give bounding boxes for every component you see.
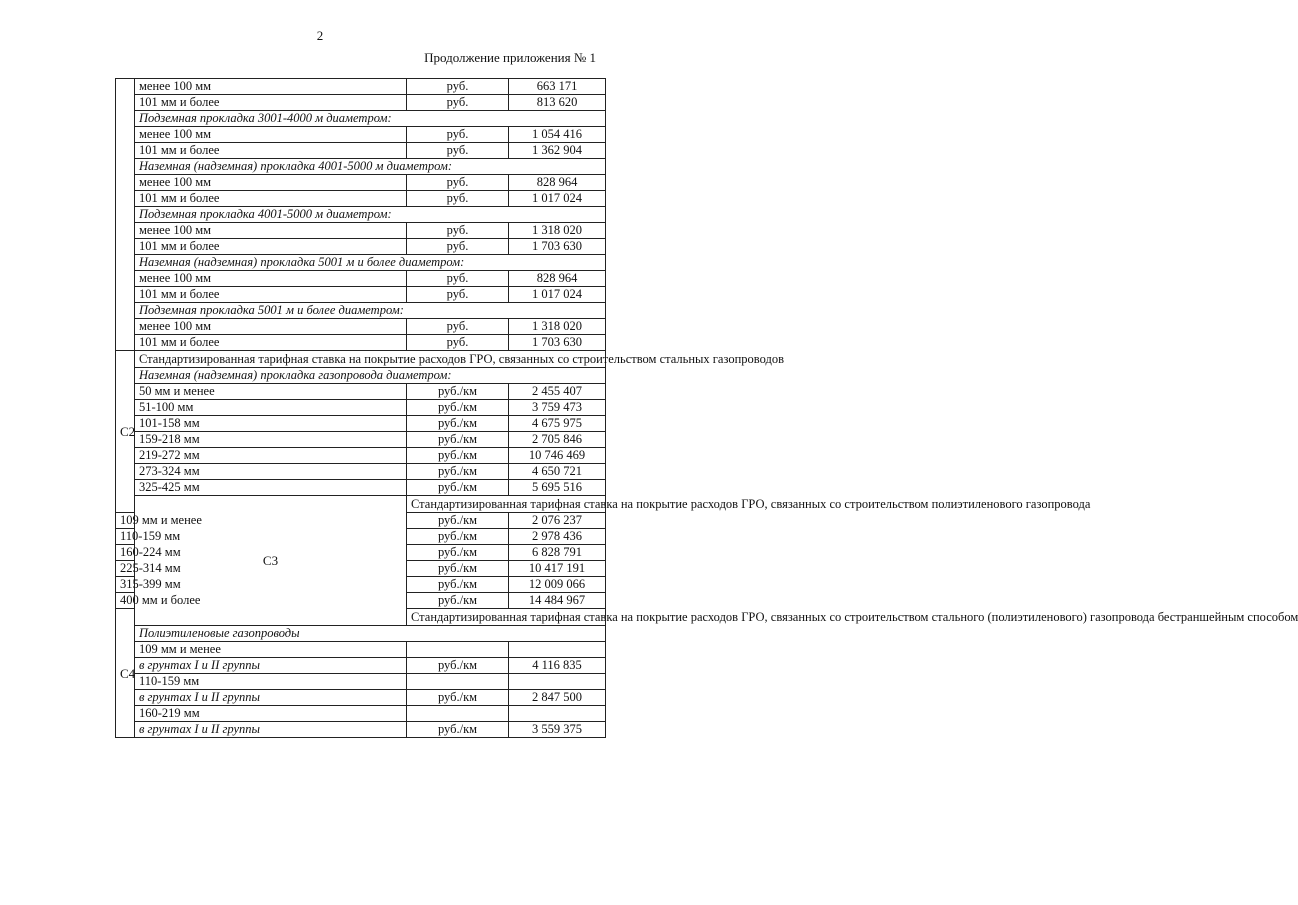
row-label: 109 мм и менее — [116, 513, 135, 529]
row-label: менее 100 мм — [135, 79, 407, 95]
row-value: 1 017 024 — [509, 287, 606, 303]
row-label: 400 мм и более — [116, 593, 135, 609]
row-value: 3 559 375 — [509, 722, 606, 738]
table-row — [116, 239, 606, 255]
row-value: 1 703 630 — [509, 335, 606, 351]
row-label: 101 мм и более — [135, 95, 407, 111]
subheading: Наземная (надземная) прокладка газопровода диаметром: — [135, 368, 606, 384]
row-unit: руб. — [407, 175, 509, 191]
row-value: 1 703 630 — [509, 239, 606, 255]
row-unit: руб. — [407, 223, 509, 239]
row-label: 109 мм и менее — [135, 642, 407, 658]
row-unit: руб. — [407, 191, 509, 207]
table-row — [116, 95, 606, 111]
row-unit: руб./км — [407, 529, 509, 545]
row-unit: руб./км — [407, 561, 509, 577]
row-value — [509, 642, 606, 658]
row-value: 1 362 904 — [509, 143, 606, 159]
subheading: Полиэтиленовые газопроводы — [135, 626, 606, 642]
row-label: 101-158 мм — [135, 416, 407, 432]
row-label: менее 100 мм — [135, 127, 407, 143]
table-row — [116, 191, 606, 207]
table-row — [116, 159, 606, 175]
row-value: 2 705 846 — [509, 432, 606, 448]
row-label: 101 мм и более — [135, 287, 407, 303]
row-value: 12 009 066 — [509, 577, 606, 593]
row-unit: руб./км — [407, 448, 509, 464]
row-value: 2 455 407 — [509, 384, 606, 400]
section-code: С4 — [116, 609, 135, 738]
table-row — [116, 175, 606, 191]
table-row — [116, 432, 606, 448]
row-label: 110-159 мм — [116, 529, 135, 545]
row-unit: руб. — [407, 79, 509, 95]
row-unit — [407, 642, 509, 658]
table-row — [116, 79, 606, 95]
row-value: 663 171 — [509, 79, 606, 95]
table-row — [116, 287, 606, 303]
table-row — [116, 496, 606, 513]
row-value: 813 620 — [509, 95, 606, 111]
table-row — [116, 255, 606, 271]
row-unit: руб. — [407, 143, 509, 159]
row-unit: руб./км — [407, 593, 509, 609]
table-row — [116, 384, 606, 400]
row-value — [509, 706, 606, 722]
row-value: 2 076 237 — [509, 513, 606, 529]
row-label: менее 100 мм — [135, 271, 407, 287]
row-label: 101 мм и более — [135, 335, 407, 351]
table-row — [116, 480, 606, 496]
row-unit: руб./км — [407, 432, 509, 448]
subheading: Наземная (надземная) прокладка 5001 м и более диаметром: — [135, 255, 606, 271]
row-unit: руб. — [407, 335, 509, 351]
row-unit: руб. — [407, 127, 509, 143]
row-label: в грунтах I и II группы — [135, 722, 407, 738]
subheading: Подземная прокладка 4001-5000 м диаметром: — [135, 207, 606, 223]
table-row — [116, 416, 606, 432]
row-value: 10 746 469 — [509, 448, 606, 464]
row-label: 50 мм и менее — [135, 384, 407, 400]
row-label: 110-159 мм — [135, 674, 407, 690]
row-label: 315-399 мм — [116, 577, 135, 593]
row-unit: руб./км — [407, 384, 509, 400]
section-description: Стандартизированная тарифная ставка на покрытие расходов ГРО, связанных со строительством полиэтиленового газопровода — [407, 496, 606, 513]
table-row — [116, 706, 606, 722]
row-unit: руб./км — [407, 400, 509, 416]
row-label: менее 100 мм — [135, 223, 407, 239]
row-unit: руб. — [407, 287, 509, 303]
row-value: 6 828 791 — [509, 545, 606, 561]
row-label: 101 мм и более — [135, 143, 407, 159]
section-description: Стандартизированная тарифная ставка на покрытие расходов ГРО, связанных со строительством стального (полиэтиленового) газопровода бестраншейным способом — [407, 609, 606, 626]
row-unit: руб./км — [407, 545, 509, 561]
table-row — [116, 351, 606, 368]
table-row — [116, 658, 606, 674]
row-value: 2 847 500 — [509, 690, 606, 706]
subheading: Наземная (надземная) прокладка 4001-5000 м диаметром: — [135, 159, 606, 175]
subheading: Подземная прокладка 3001-4000 м диаметром: — [135, 111, 606, 127]
row-label: менее 100 мм — [135, 175, 407, 191]
table-row — [116, 319, 606, 335]
section-description: Стандартизированная тарифная ставка на покрытие расходов ГРО, связанных со строительством стальных газопроводов — [135, 351, 606, 368]
row-label: в грунтах I и II группы — [135, 690, 407, 706]
row-unit: руб. — [407, 271, 509, 287]
row-label: 225-314 мм — [116, 561, 135, 577]
row-label: 325-425 мм — [135, 480, 407, 496]
table-row — [116, 303, 606, 319]
row-unit — [407, 706, 509, 722]
row-label: менее 100 мм — [135, 319, 407, 335]
row-value: 828 964 — [509, 175, 606, 191]
row-unit: руб./км — [407, 464, 509, 480]
row-label: 101 мм и более — [135, 191, 407, 207]
section-code: С3 — [135, 496, 407, 626]
table-row — [116, 674, 606, 690]
row-unit: руб. — [407, 319, 509, 335]
table-row — [116, 111, 606, 127]
table-row — [116, 335, 606, 351]
row-value: 1 318 020 — [509, 223, 606, 239]
row-label: 219-272 мм — [135, 448, 407, 464]
table-row — [116, 642, 606, 658]
table-row — [116, 722, 606, 738]
continuation-note: Продолжение приложения № 1 — [424, 50, 596, 65]
row-value: 14 484 967 — [509, 593, 606, 609]
row-value: 828 964 — [509, 271, 606, 287]
row-value: 4 650 721 — [509, 464, 606, 480]
table-row — [116, 690, 606, 706]
row-unit — [407, 674, 509, 690]
tariff-table — [115, 78, 1298, 738]
table-row — [116, 143, 606, 159]
row-value: 4 675 975 — [509, 416, 606, 432]
page-number: 2 — [316, 28, 324, 43]
row-label: 160-219 мм — [135, 706, 407, 722]
row-value: 1 054 416 — [509, 127, 606, 143]
row-unit: руб./км — [407, 480, 509, 496]
row-value — [509, 674, 606, 690]
row-value: 5 695 516 — [509, 480, 606, 496]
table-row — [116, 368, 606, 384]
row-label: 51-100 мм — [135, 400, 407, 416]
row-label: 160-224 мм — [116, 545, 135, 561]
row-unit: руб./км — [407, 416, 509, 432]
row-value: 4 116 835 — [509, 658, 606, 674]
row-value: 1 318 020 — [509, 319, 606, 335]
row-unit: руб./км — [407, 722, 509, 738]
row-unit: руб. — [407, 95, 509, 111]
table-row — [116, 207, 606, 223]
table-row — [116, 127, 606, 143]
section-code — [116, 79, 135, 351]
table-row — [116, 448, 606, 464]
table-row — [116, 626, 606, 642]
row-value: 10 417 191 — [509, 561, 606, 577]
row-unit: руб./км — [407, 658, 509, 674]
row-value: 1 017 024 — [509, 191, 606, 207]
row-unit: руб./км — [407, 690, 509, 706]
row-label: 159-218 мм — [135, 432, 407, 448]
table-row — [116, 223, 606, 239]
row-label: 101 мм и более — [135, 239, 407, 255]
row-unit: руб./км — [407, 513, 509, 529]
row-value: 3 759 473 — [509, 400, 606, 416]
row-label: 273-324 мм — [135, 464, 407, 480]
table-row — [116, 271, 606, 287]
row-label: в грунтах I и II группы — [135, 658, 407, 674]
row-unit: руб./км — [407, 577, 509, 593]
subheading: Подземная прокладка 5001 м и более диаметром: — [135, 303, 606, 319]
table-row — [116, 400, 606, 416]
row-unit: руб. — [407, 239, 509, 255]
table-row — [116, 464, 606, 480]
row-value: 2 978 436 — [509, 529, 606, 545]
section-code: С2 — [116, 351, 135, 513]
